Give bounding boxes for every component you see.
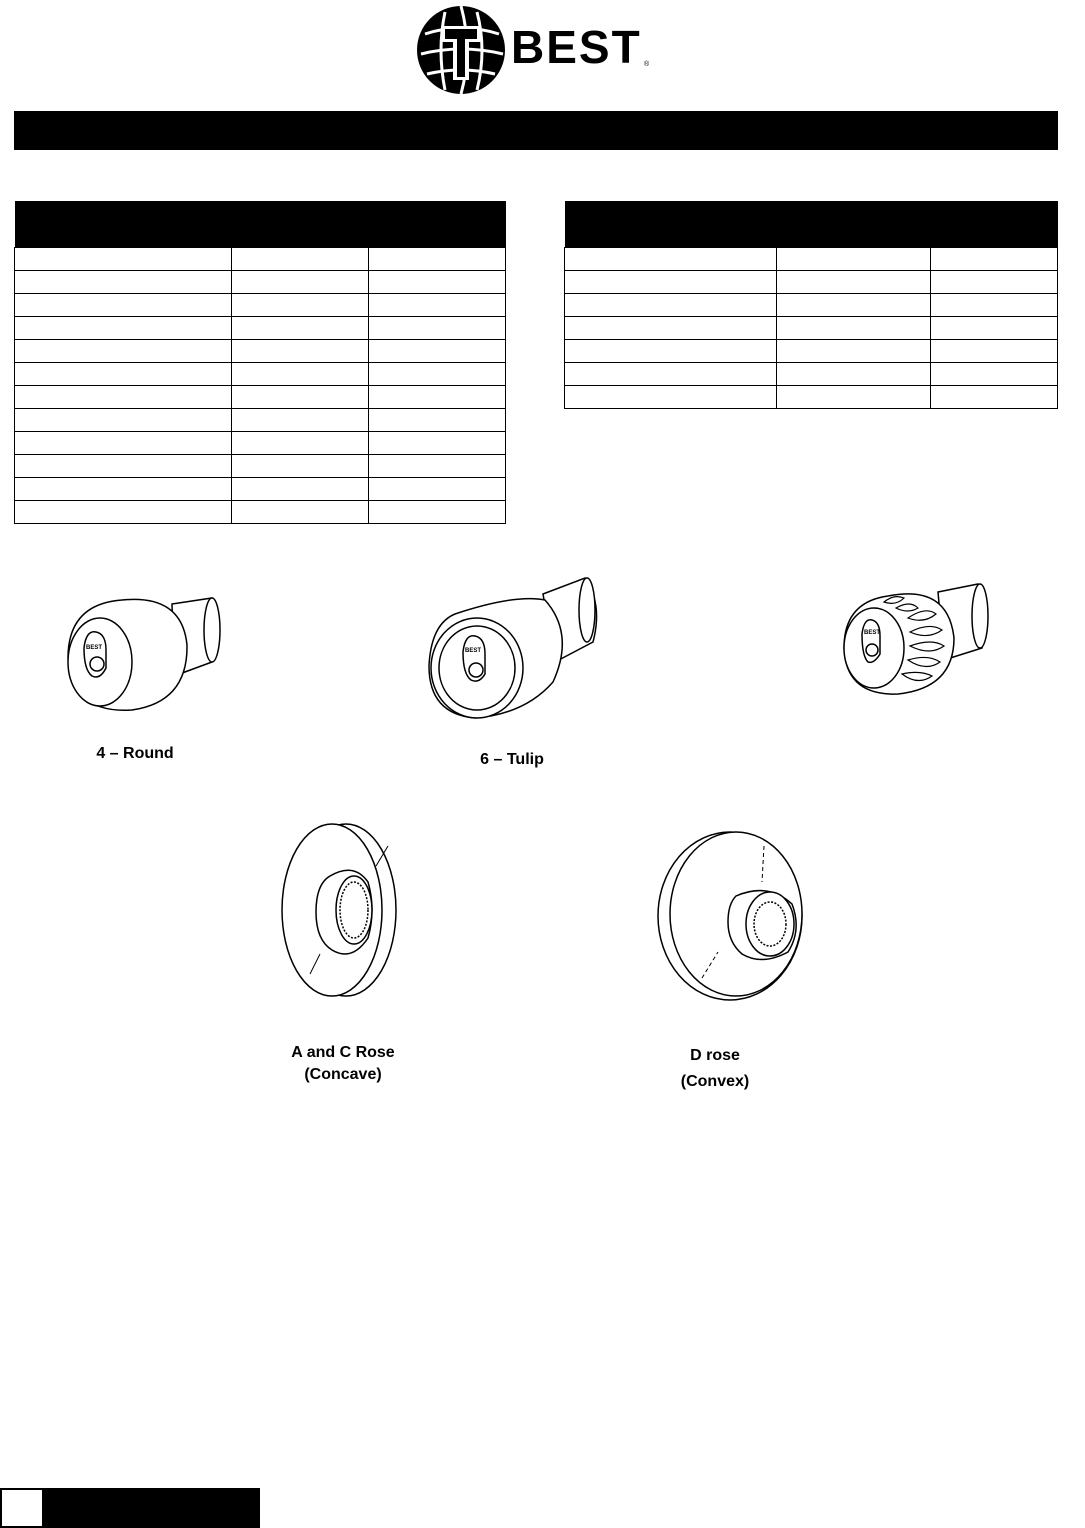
registered-mark: ® xyxy=(644,61,650,68)
table-cell xyxy=(369,294,506,317)
round-knob-illustration xyxy=(62,590,232,720)
table-cell xyxy=(776,317,931,340)
table-row xyxy=(15,363,506,386)
left-table xyxy=(14,201,506,524)
convex-rose-icon xyxy=(652,826,812,1002)
table-cell xyxy=(15,501,232,524)
table-cell xyxy=(231,386,369,409)
convex-rose-caption-line1: D rose xyxy=(690,1047,740,1064)
table-cell xyxy=(369,317,506,340)
convex-rose-caption-line2: (Convex) xyxy=(680,1073,750,1090)
table-cell xyxy=(565,271,777,294)
round-knob-caption: 4 – Round xyxy=(96,745,174,762)
tulip-knob-caption: 6 – Tulip xyxy=(480,751,544,768)
section-title-bar xyxy=(14,111,1058,150)
table-cell xyxy=(231,478,369,501)
table-row xyxy=(15,248,506,271)
table-row xyxy=(15,317,506,340)
table-cell xyxy=(15,409,232,432)
table-cell xyxy=(931,271,1058,294)
table-cell xyxy=(565,248,777,271)
table-cell xyxy=(776,340,931,363)
logo-wordmark: BEST xyxy=(511,21,642,73)
table-row xyxy=(565,248,1058,271)
table-row xyxy=(15,478,506,501)
table-row xyxy=(565,386,1058,409)
convex-rose-illustration xyxy=(652,826,812,1002)
table-cell xyxy=(565,317,777,340)
globe-logo-icon xyxy=(415,4,509,98)
table-cell xyxy=(231,248,369,271)
table-cell xyxy=(565,363,777,386)
table-cell xyxy=(15,271,232,294)
table-cell xyxy=(231,455,369,478)
table-row xyxy=(15,455,506,478)
best-logo xyxy=(415,4,660,98)
table-cell xyxy=(231,409,369,432)
grooved-knob-icon xyxy=(838,578,998,708)
tulip-knob-illustration xyxy=(425,574,605,724)
table-cell xyxy=(931,317,1058,340)
concave-rose-caption-line2: (Concave) xyxy=(304,1066,382,1083)
table-cell xyxy=(15,478,232,501)
table-cell xyxy=(931,294,1058,317)
table-cell xyxy=(369,271,506,294)
table-row xyxy=(565,294,1058,317)
table-cell xyxy=(15,455,232,478)
table-cell xyxy=(565,386,777,409)
round-knob-icon xyxy=(62,590,232,720)
table-row xyxy=(565,363,1058,386)
table-cell xyxy=(231,294,369,317)
table-header xyxy=(15,201,506,248)
page-number-box xyxy=(0,1488,44,1528)
table-header-row xyxy=(565,201,1058,248)
table-cell xyxy=(776,271,931,294)
table-cell xyxy=(931,248,1058,271)
table-cell xyxy=(369,363,506,386)
table-cell xyxy=(369,386,506,409)
table-cell xyxy=(369,340,506,363)
table-cell xyxy=(369,409,506,432)
table-cell xyxy=(776,363,931,386)
table-cell xyxy=(565,294,777,317)
table-cell xyxy=(565,340,777,363)
table-row xyxy=(565,271,1058,294)
table-cell xyxy=(231,363,369,386)
knob-brand-label: BEST xyxy=(465,648,482,654)
footer-bar xyxy=(44,1488,260,1528)
table-cell xyxy=(231,317,369,340)
table-row xyxy=(15,340,506,363)
table-cell xyxy=(231,501,369,524)
table-cell xyxy=(15,294,232,317)
concave-rose-icon xyxy=(272,822,402,998)
table-row xyxy=(15,294,506,317)
table-cell xyxy=(776,248,931,271)
table-cell xyxy=(369,478,506,501)
table-cell xyxy=(15,317,232,340)
table-cell xyxy=(776,386,931,409)
table-cell xyxy=(231,340,369,363)
table-cell xyxy=(369,248,506,271)
table-cell xyxy=(776,294,931,317)
table-row xyxy=(565,340,1058,363)
table-cell xyxy=(931,340,1058,363)
knob-brand-label: BEST xyxy=(864,630,881,636)
table-row xyxy=(15,432,506,455)
table-cell xyxy=(231,432,369,455)
tulip-knob-icon xyxy=(425,574,605,724)
table-header xyxy=(565,201,1058,248)
concave-rose-illustration xyxy=(272,822,402,998)
table-cell xyxy=(15,340,232,363)
table-cell xyxy=(931,386,1058,409)
table-cell xyxy=(931,363,1058,386)
table-row xyxy=(15,271,506,294)
table-cell xyxy=(369,455,506,478)
table-row xyxy=(15,386,506,409)
grooved-knob-illustration xyxy=(838,578,998,708)
table-header-row xyxy=(15,201,506,248)
table-cell xyxy=(15,386,232,409)
table-cell xyxy=(369,432,506,455)
table-cell xyxy=(15,363,232,386)
table-row xyxy=(15,409,506,432)
table-cell xyxy=(369,501,506,524)
table-row xyxy=(15,501,506,524)
concave-rose-caption-line1: A and C Rose xyxy=(291,1044,395,1061)
table-cell xyxy=(15,432,232,455)
table-cell xyxy=(231,271,369,294)
right-table xyxy=(564,201,1058,409)
table-cell xyxy=(15,248,232,271)
knob-brand-label: BEST xyxy=(86,645,103,651)
table-row xyxy=(565,317,1058,340)
